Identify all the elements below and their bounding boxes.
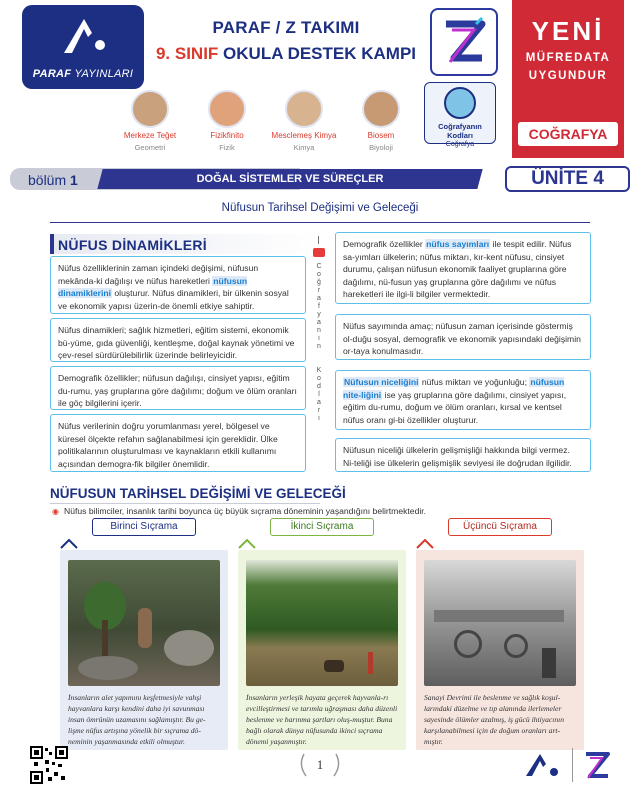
phase-label: İkinci Sıçrama (270, 518, 374, 536)
curriculum-banner (512, 0, 624, 158)
teacher-geometri[interactable] (110, 90, 190, 152)
paraf-footer-logo-icon (524, 752, 564, 780)
stone-age-image (68, 560, 220, 686)
z-footer-logo-icon (580, 748, 614, 782)
phase-label: Üçüncü Sıçrama (448, 518, 552, 536)
teacher-subject: Coğrafya (445, 141, 475, 148)
factory-image (424, 560, 576, 686)
phase-card (60, 550, 228, 750)
teacher-row (110, 90, 510, 160)
chevron-down-icon (60, 539, 78, 549)
campaign-title: PARAF / Z TAKIMI (212, 18, 360, 37)
phase-first (60, 518, 228, 750)
vertical-text: C o ğ r a f y a n ı n K o d l a r ı (316, 263, 322, 422)
teacher-name: Biosem (367, 131, 395, 140)
phase-caption: Sanayi Devrimi ile beslenme ve sağlık koşul-larındaki düzelme ve tıp alanında ilerlemeler sayesinde ölümler azalmış, iş gücü ihtiyacının karşılanabilmesi için de doğum oranları art-mıştır. (424, 693, 565, 746)
jeep-icon (444, 87, 476, 119)
vertical-brand (311, 236, 327, 436)
section-band (10, 166, 630, 192)
text-box: Nüfus özelliklerinin zaman içindeki değişimi, nüfusun mekânda-ki dağılışı ve nüfus hareketleri nüfusun dinamiklerini oluşturur. Nüfus dinamikleri, bir ülkenin sosyal ve ekonomik yapısı üzerin-de önemli etkiye sahiptir. (50, 256, 306, 314)
agriculture-image (246, 560, 398, 686)
z-takimi-logo (430, 8, 498, 76)
text-box: Nüfusun niceliği ülkelerin gelişmişliği hakkında bilgi vermez. Ni-teliği ise ülkelerin gelişmişlik seviyesi ile doğrudan ilgilidir. (335, 438, 591, 472)
phase-caption: İnsanların alet yapımını keşfetmesiyle vahşi hayvanlara karşı kendini daha iyi savunması insan ömrünün uzamasını sağlamıştır. Bu ge-lişme nüfus artışına yönelik bir sıçrama dö-neminin yaşanmasında etkili olmuştur. (68, 693, 206, 746)
text-box: Nüfus verilerinin doğru yorumlanması yerel, bölgesel ve küresel ölçekte refahın sağlanabilmesi için gereklidir. Ülke politikalarının oluşturulması ve kaynakların etkili kullanımı açısından demogra-fik bilgiler önemlidir. (50, 414, 306, 472)
brand-name: PARAF YAYINLARI (32, 68, 134, 80)
teacher-name: Fizikfinito (210, 131, 244, 140)
phase-label: Birinci Sıçrama (92, 518, 196, 536)
youtube-icon[interactable] (313, 248, 325, 257)
avatar (285, 90, 323, 128)
teacher-subject: Fizik (219, 143, 235, 152)
topic-title: DOĞAL SİSTEMLER VE SÜREÇLER (196, 173, 384, 185)
teacher-cografya[interactable] (420, 90, 500, 148)
text-box: Demografik özellikler; nüfusun dağılışı, cinsiyet yapısı, eğitim du-rumu, yaş gruplarına göre dağılımı; doğum ve ölüm oranları ile göç bilgilerini içerir. (50, 366, 306, 410)
paraf-arrow-icon (60, 15, 110, 60)
teacher-highlight-box (424, 82, 496, 148)
phase-card (416, 550, 584, 750)
phase-card (238, 550, 406, 750)
avatar (208, 90, 246, 128)
text-box: Demografik özellikler nüfus sayımları ile tespit edilir. Nüfus sa-yımları ülkelerin; nüfus miktarı, kır-kent nüfusu, cinsiyet durumu, çalışan nüfusun ekonomik faaliyet gruplarına göre dağılımı, nü-fusun yaş gruplarına göre dağılımı ve nüfus hareketleri ile ilgi-li bilgiler vermektedir. (335, 232, 591, 304)
section-title-history: NÜFUSUN TARİHSEL DEĞİŞİMİ VE GELECEĞİ (50, 486, 346, 501)
teacher-fizik[interactable] (187, 90, 267, 152)
subtitle-divider (50, 222, 590, 223)
section-title-dynamics: NÜFUS DİNAMİKLERİ (50, 234, 320, 254)
unit-badge: ÜNİTE 4 (505, 166, 630, 192)
page-subtitle: Nüfusun Tarihsel Değişimi ve Geleceği (221, 202, 419, 214)
banner-yeni: YENİ (531, 16, 605, 46)
avatar (131, 90, 169, 128)
text-box: Nüfus sayımında amaç; nüfusun zaman içerisinde göstermiş ol-duğu sosyal, demografik ve ekonomik yapısındaki değişimin or-taya konulmasıdır. (335, 314, 591, 360)
history-divider (50, 503, 320, 504)
text-box: Nüfusun niceliğini nüfus miktarı ve yoğunluğu; nüfusun nite-liğini ise yaş gruplarına göre dağılımı, cinsiyet yapısı, eğitim du-rumu, doğum ve ölüm oranları, kırsal ve kentsel nüfus oranı gi-bi özellikler oluşturur. (335, 370, 591, 430)
phase-third (416, 518, 584, 750)
teacher-name: Coğrafyanın Kodları (438, 122, 482, 140)
teacher-kimya[interactable] (264, 90, 344, 152)
text-box: Nüfus dinamikleri; sağlık hizmetleri, eğitim sistemi, ekonomik bü-yüme, gıda güvenliği, kentleşme, doğal kaynak yönetimi ve çev-resel sürdürülebilirlik üzerinde belirleyicidir. (50, 318, 306, 362)
footer-divider (572, 748, 573, 782)
avatar (362, 90, 400, 128)
qr-code-icon[interactable] (30, 746, 68, 784)
teacher-name: Mesclemeş Kimya (271, 131, 337, 140)
chevron-down-icon (416, 539, 434, 549)
campaign-subtitle: 9. SINIF OKULA DESTEK KAMPI (155, 44, 417, 63)
page-number: 1 (296, 750, 344, 780)
vertical-line (318, 236, 319, 244)
phase-second (238, 518, 406, 750)
teacher-subject: Biyoloji (369, 143, 393, 152)
banner-line1: MÜFREDATA (525, 52, 611, 64)
paraf-logo (22, 5, 144, 89)
history-bullet: ◉ Nüfus bilimciler, insanlık tarihi boyunca üç büyük sıçrama döneminin yaşandığını belirtmektedir. (52, 506, 426, 516)
teacher-name: Merkeze Teğet (123, 131, 177, 140)
banner-subject: COĞRAFYA (518, 122, 618, 146)
teacher-subject: Geometri (134, 143, 166, 152)
banner-line2: UYGUNDUR (528, 70, 608, 82)
z-logo-icon (432, 10, 496, 74)
chevron-down-icon (238, 539, 256, 549)
chapter-label: bölüm 1 (28, 172, 78, 188)
teacher-biyoloji[interactable] (341, 90, 421, 152)
phase-caption: İnsanların yerleşik hayata geçerek hayvanla-rı evcilleştirmesi ve tarımla uğraşması daha düzenli beslenme ve barınma şartları oluş-muştur. Buna bağlı olarak dünya nüfusunda ikinci sıçrama dönemi yaşanmıştır. (246, 693, 398, 746)
teacher-subject: Kimya (293, 143, 315, 152)
